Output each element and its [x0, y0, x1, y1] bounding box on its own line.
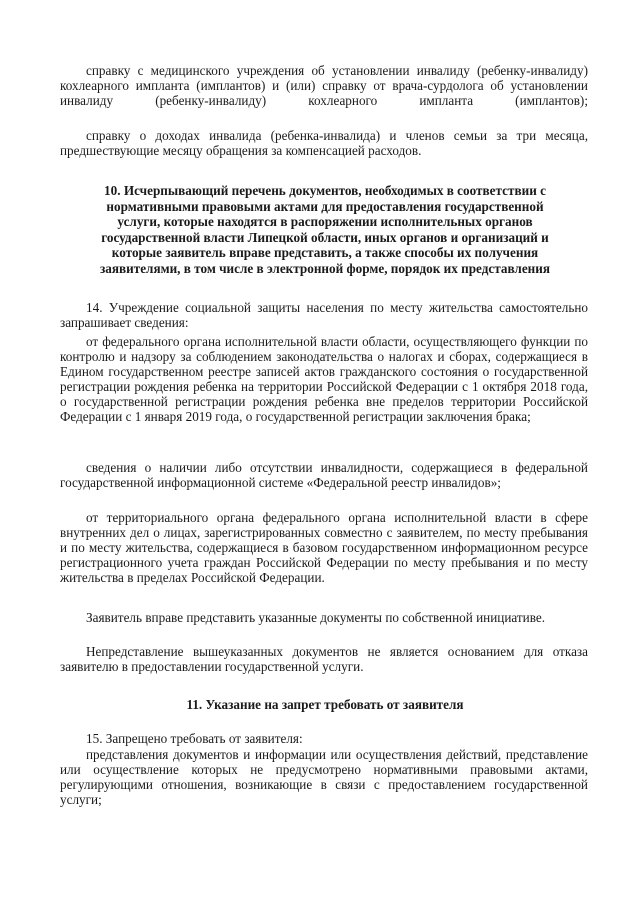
section-10-heading-line: которые заявитель вправе представить, а также способы их получения: [111, 245, 539, 260]
paragraph-cochlear-certificate: справку с медицинского учреждения об установлении инвалиду (ребенку-инвалиду) кохлеарного импланта (имплантов) и (или) справку от врача-сурдолога об установлении инвалиду (ребенку-инвалиду) кохлеарного импланта (имплантов);: [60, 63, 588, 108]
paragraph-disability-register: сведения о наличии либо отсутствии инвалидности, содержащиеся в федеральной государственной информационной системе «Федеральной реестр инвалидов»;: [60, 460, 588, 490]
section-10-heading-line: заявителями, в том числе в электронной форме, порядок их представления: [99, 260, 551, 276]
section-10-heading-line: услуги, которые находятся в распоряжении исполнительных органов: [117, 214, 533, 229]
paragraph-applicant-right: Заявитель вправе представить указанные документы по собственной инициативе.: [86, 610, 546, 625]
paragraph-prohibited-requests: представления документов и информации или осуществления действий, представление или осуществление которых не предусмотрено нормативными правовыми актами, регулирующими отношения, возникающие в связи с предоставлением государственной услуги;: [60, 747, 588, 807]
section-11-heading: 11. Указание на запрет требовать от заявителя: [186, 697, 464, 712]
section-10-heading-line: государственной власти Липецкой области, иных органов и организаций и: [101, 229, 549, 245]
paragraph-15-intro: 15. Запрещено требовать от заявителя:: [86, 731, 303, 746]
paragraph-internal-affairs: от территориального органа федерального органа исполнительной власти в сфере внутренних дел о лицах, зарегистрированных совместно с заявителем, по месту пребывания и по месту жительства, содержащиеся в базовом государственном информационном ресурсе регистрационного учета граждан Российской Федерации по месту пребывания и по месту жительства в пределах Российской Федерации.: [60, 510, 588, 585]
paragraph-tax-authority: от федерального органа исполнительной власти области, осуществляющего функции по контролю и надзору за соблюдением законодательства о налогах и сборах, содержащиеся в Едином государственном реестре записей актов гражданского состояния о государственной регистрации рождения ребенка на территории Российской Федерации с 1 октября 2018 года, о государственной регистрации рождения ребенка вне пределов территории Российской Федерации с 1 января 2019 года, о государственной регистрации заключения брака;: [60, 334, 588, 424]
paragraph-income-certificate: справку о доходах инвалида (ребенка-инвалида) и членов семьи за три месяца, предшествующие месяцу обращения за компенсацией расходов.: [60, 128, 588, 158]
paragraph-14-intro: 14. Учреждение социальной защиты населения по месту жительства самостоятельно запрашивает сведения:: [60, 300, 588, 330]
section-10-heading-line: 10. Исчерпывающий перечень документов, необходимых в соответствии с: [104, 183, 546, 198]
section-10-heading: [70, 183, 580, 276]
paragraph-non-submission: Непредставление вышеуказанных документов не является основанием для отказа заявителю в предоставлении государственной услуги.: [60, 644, 588, 674]
section-10-heading-line: нормативными правовыми актами для предоставления государственной: [106, 198, 544, 214]
